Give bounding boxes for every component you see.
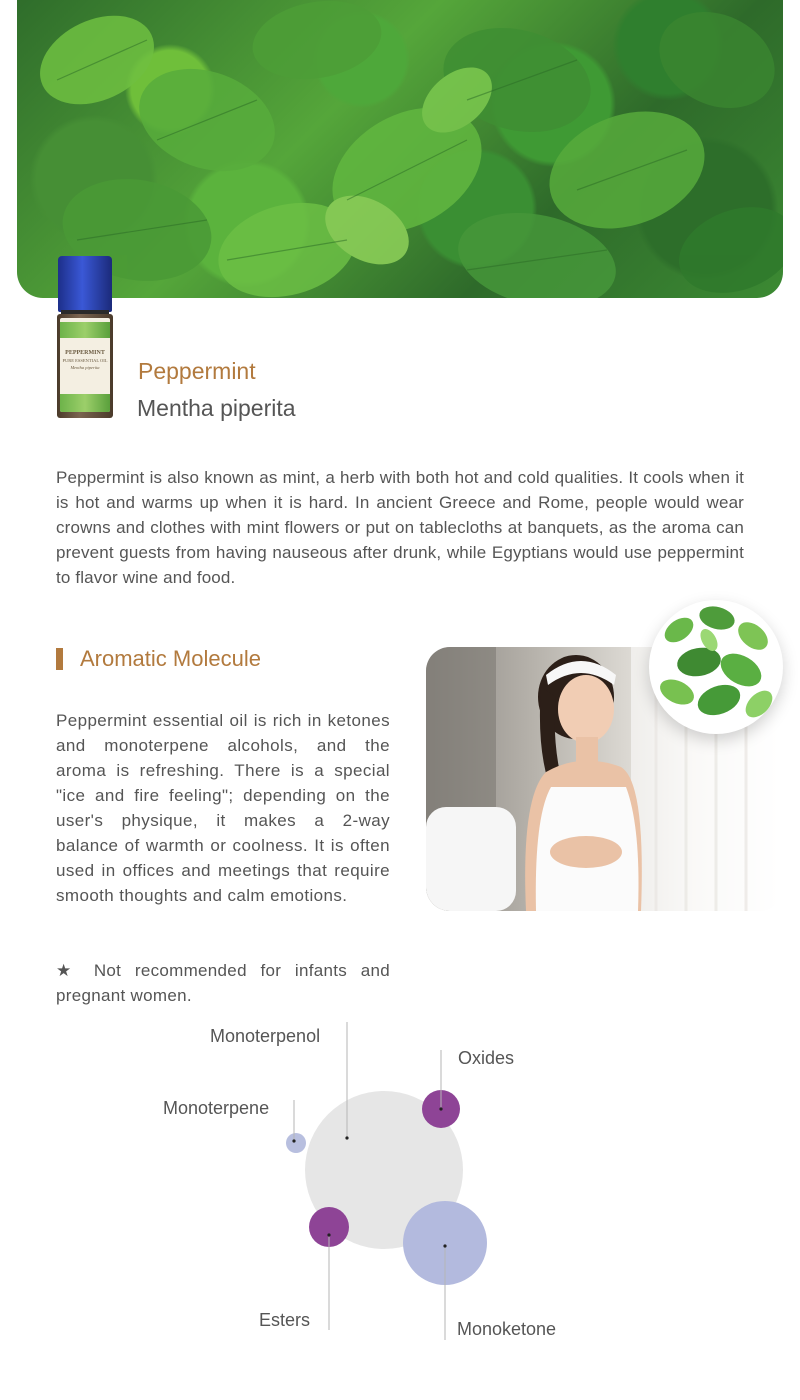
molecule-bubble-diagram [0, 1010, 800, 1370]
dot-monoterpenol [345, 1136, 348, 1139]
heading-accent-bar [56, 648, 63, 670]
label-monoketone: Monoketone [457, 1319, 557, 1339]
essential-oil-bottle-image [57, 256, 113, 418]
product-name: Peppermint [138, 358, 256, 384]
intro-paragraph: Peppermint is also known as mint, a herb with both hot and cold qualities. It cools when it is hot and warms up when it is hard. In ancient Greece and Rome, people would wear crowns and clothes with mint flowers or put on tablecloths at banquets, as the aroma can prevent guests from having nauseous after drunk, while Egyptians would use peppermint to flavor wine and food. [56, 468, 744, 587]
section-heading-aromatic-molecule [56, 646, 261, 672]
bottle-label-name: PEPPERMINT [65, 350, 105, 356]
bubble-monoterpene [286, 1133, 306, 1153]
label-oxides: Oxides [458, 1048, 515, 1068]
hero-mint-leaves-image [17, 0, 783, 298]
dot-monoterpene [292, 1139, 295, 1142]
bottle-label-latin: Mentha piperita [70, 365, 100, 370]
mint-leaf-circle-image [649, 600, 783, 734]
bottle-label-subtitle: PURE ESSENTIAL OIL [62, 358, 108, 363]
section-title-text: Aromatic Molecule [80, 646, 261, 671]
molecule-description: Peppermint essential oil is rich in ketones and monoterpene alcohols, and the aroma is refreshing. There is a special "ice and fire feeling"; depending on the user's physique, it makes a 2-way balance of warmth or coolness. It is often used in offices and meetings that require smooth thoughts and calm emotions. [56, 711, 390, 905]
product-latin-name: Mentha piperita [137, 395, 296, 421]
dot-monoketone [443, 1244, 446, 1247]
dot-esters [327, 1233, 330, 1236]
dot-oxides [439, 1107, 442, 1110]
label-monoterpene: Monoterpene [163, 1098, 270, 1118]
label-esters: Esters [259, 1310, 311, 1330]
label-monoterpenol: Monoterpenol [210, 1026, 321, 1046]
usage-warning: ★ Not recommended for infants and pregnant women. [56, 961, 390, 1005]
